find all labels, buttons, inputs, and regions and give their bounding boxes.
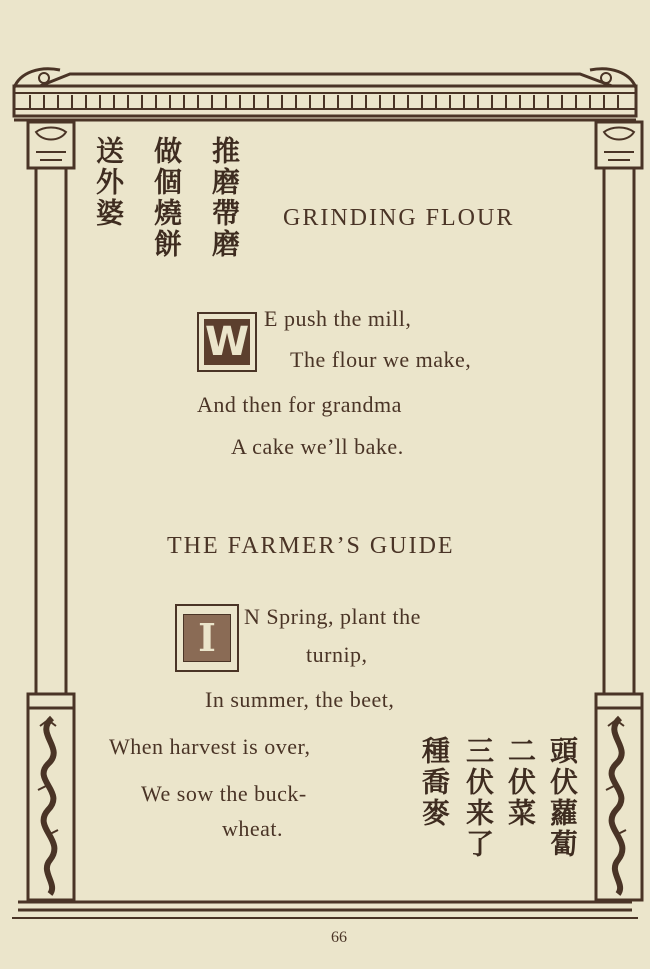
chinese-verse-column-4: 頭伏蘿蔔 bbox=[546, 736, 579, 860]
chinese-verse-column-1: 推磨帶磨 bbox=[208, 136, 241, 260]
poem2-line-1: N Spring, plant the bbox=[244, 604, 421, 629]
dropcap-letter: I bbox=[183, 614, 231, 662]
chinese-verse-column-3: 送外婆 bbox=[92, 136, 125, 229]
left-pillar bbox=[28, 122, 74, 900]
poem1-line-2: The flour we make, bbox=[290, 347, 472, 372]
dropcap-letter: W bbox=[204, 319, 250, 365]
poem2-line-6: wheat. bbox=[222, 816, 284, 841]
dropcap-w bbox=[197, 312, 257, 372]
base-beam bbox=[12, 902, 638, 918]
poem2-line-4: When harvest is over, bbox=[109, 734, 311, 759]
chinese-verse-column-5: 二伏菜 bbox=[504, 736, 537, 829]
dropcap-i bbox=[175, 604, 239, 672]
poem1-line-3: And then for grandma bbox=[197, 392, 402, 417]
poem-title-grinding-flour: GRINDING FLOUR bbox=[283, 205, 515, 231]
roof-beam bbox=[14, 69, 636, 120]
poem1-line-1: E push the mill, bbox=[264, 306, 412, 331]
chinese-verse-column-7: 種喬麥 bbox=[418, 736, 451, 829]
poem2-line-5: We sow the buck- bbox=[141, 781, 307, 806]
page-number: 66 bbox=[331, 929, 347, 946]
poem2-line-2: turnip, bbox=[306, 642, 368, 667]
right-pillar bbox=[596, 122, 642, 900]
poem-title-farmers-guide: THE FARMER’S GUIDE bbox=[167, 533, 455, 559]
chinese-verse-column-2: 做個燒餅 bbox=[150, 136, 183, 260]
poem2-line-3: In summer, the beet, bbox=[205, 687, 395, 712]
chinese-verse-column-6: 三伏来了 bbox=[462, 736, 495, 860]
poem1-line-4: A cake we’ll bake. bbox=[231, 434, 404, 459]
